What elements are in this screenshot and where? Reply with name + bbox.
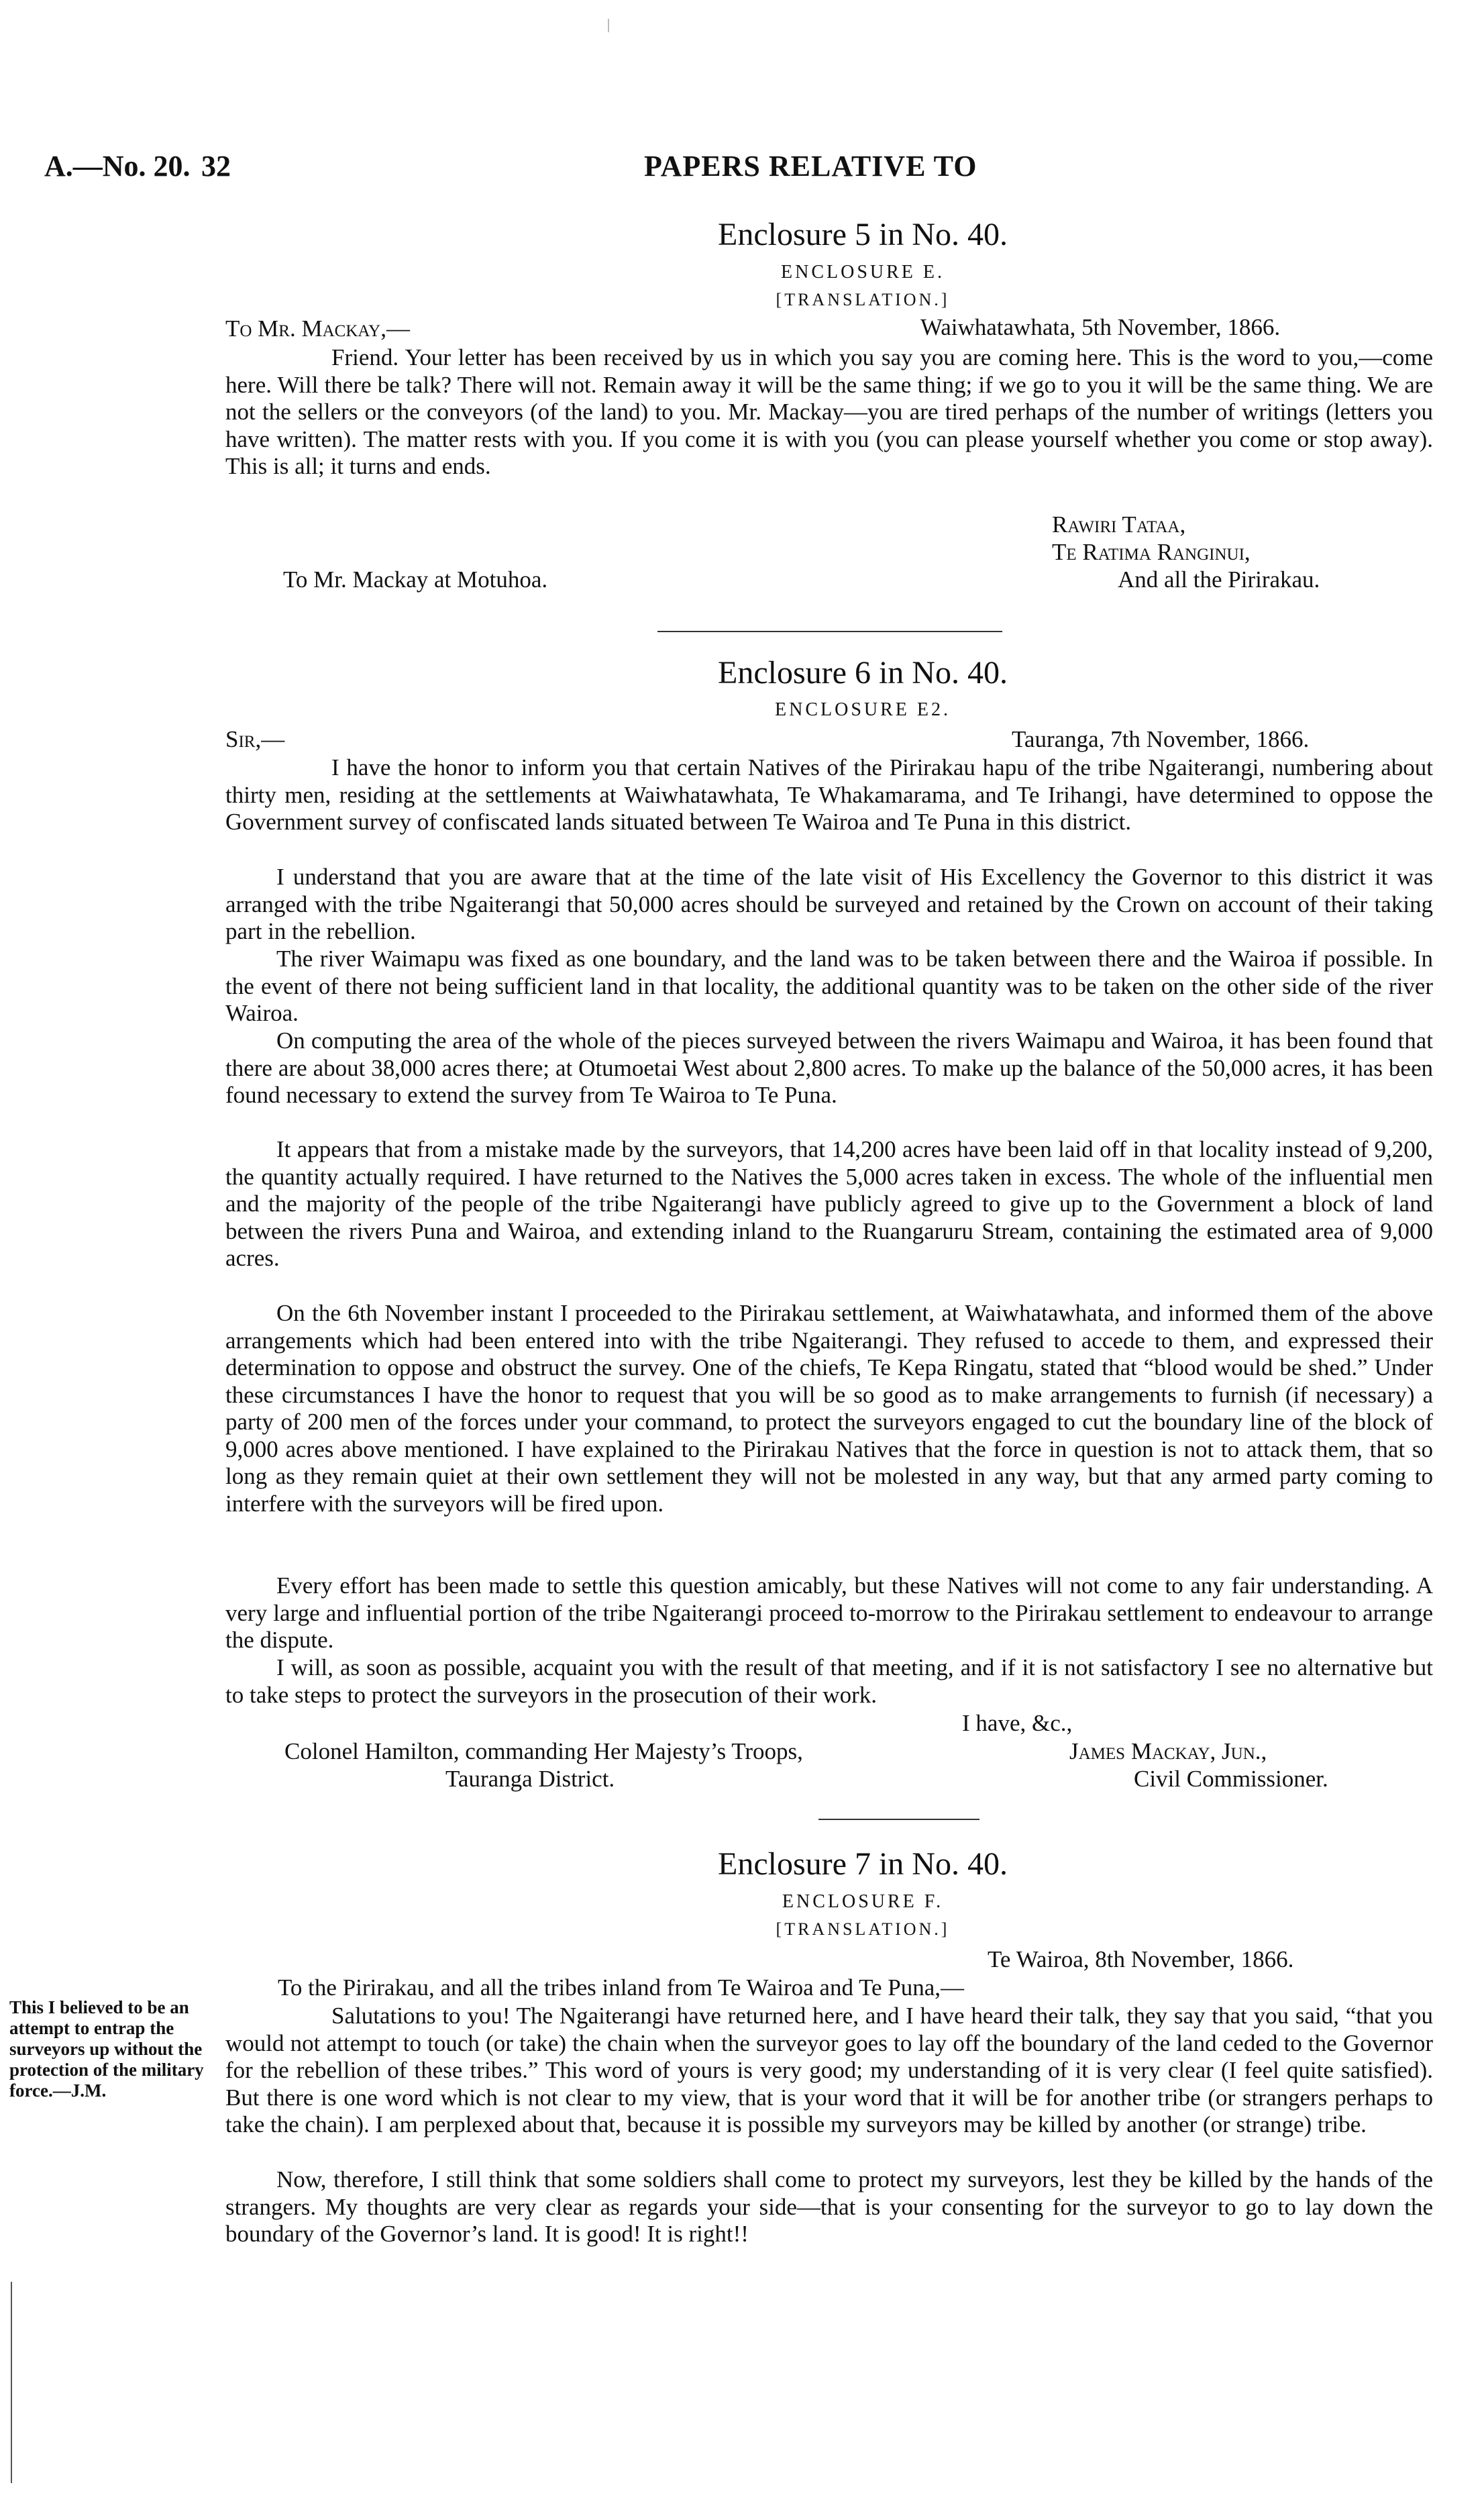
enc6-title: Enclosure 6 in No. 40. <box>718 655 1008 691</box>
enc6-place-date: Tauranga, 7th November, 1866. <box>1012 726 1310 752</box>
enc6-subtitle: ENCLOSURE E2. <box>775 699 951 720</box>
enc5-place-date: Waiwhatawhata, 5th November, 1866. <box>920 314 1281 340</box>
section-divider <box>657 631 1002 632</box>
enc6-paragraph-4: On computing the area of the whole of the pieces surveyed between the rivers Waimapu and Wairoa, it has been found that there are about 38,000 acres there; at Otumoetai West about 2,800 acres. To make up the balance of the 50,000 acres, it has been found necessary to extend the survey from Te Wairoa to Te Puna. <box>225 1027 1433 1108</box>
enc7-paragraph-1: Salutations to you! The Ngaiterangi have returned here, and I have heard their talk, they say that you said, “that you would not attempt to touch (or take) the chain when the surveyor goes to lay off the boundary of the land ceded to the Governor for the rebellion of these tribes.” This word of yours is very good; my understanding of it is very clear (I feel quite satisfied). But there is one word which is not clear to my view, that is your word that it will be for another tribe (or strangers perhaps to take the chain). I am perplexed about that, because it is possible my surveyors may be killed by another (or strange) tribe. <box>225 2003 1433 2137</box>
scan-edge-mark <box>608 19 609 32</box>
enc7-paragraph-2: Now, therefore, I still think that some soldiers shall come to protect my surveyors, lest they be killed by the hands of the strangers. My thoughts are very clear as regards your side—that is your consenting for the surveyor to go to lay down the boundary of the Governor’s land. It is good! It is right!! <box>225 2166 1433 2247</box>
enc7-place-date: Te Wairoa, 8th November, 1866. <box>988 1946 1294 1972</box>
running-title: PAPERS RELATIVE TO <box>644 150 977 183</box>
enc7-salutation: To the Pirirakau, and all the tribes inland from Te Wairoa and Te Puna,— <box>278 1974 965 2001</box>
enc6-recipient-line-1: Colonel Hamilton, commanding Her Majesty’s Troops, <box>284 1738 803 1764</box>
section-divider <box>818 1819 979 1820</box>
enc5-signatory-2: Te Ratima Ranginui, <box>1052 539 1251 565</box>
enc5-title: Enclosure 5 in No. 40. <box>718 217 1008 252</box>
enc5-signatory-3: And all the Pirirakau. <box>1118 566 1320 593</box>
enc6-paragraph-2: I understand that you are aware that at the time of the late visit of His Excellency the Governor to this district it was arranged with the tribe Ngaiterangi that 50,000 acres should be surveyed and retained by the Crown on account of their taking part in the rebellion. <box>225 864 1433 944</box>
enc5-body: Friend. Your letter has been received by us in which you say you are coming here. This is the word to you,—come here. Will there be talk? There will not. Remain away it will be the same thing; if we go to you it will be the same thing. We are not the sellers or the conveyors (of the land) to you. Mr. Mackay—you are tired perhaps of the number of writings (letters you have written). The matter rests with you. If you come it is with you (you can please yourself whether you come or stop away). This is all; it turns and ends. <box>225 344 1433 479</box>
enc6-closing: I have, &c., <box>962 1710 1073 1736</box>
enc7-subtitle: ENCLOSURE F. <box>782 1891 944 1912</box>
scan-edge-mark <box>11 2282 12 2483</box>
enc6-signer-name: James Mackay, Jun., <box>1069 1738 1267 1764</box>
margin-note: This I believed to be an attempt to entrap the surveyors up without the protection of the military force.—J.M. <box>9 1997 204 2101</box>
enc5-subtitle: ENCLOSURE E. <box>781 262 945 283</box>
enc6-paragraph-3: The river Waimapu was fixed as one boundary, and the land was to be taken between there and the Wairoa if possible. In the event of there not being sufficient land in that locality, the additional quantity was to be taken on the other side of the river Wairoa. <box>225 946 1433 1026</box>
enc6-recipient-line-2: Tauranga District. <box>445 1766 615 1792</box>
enc5-addressee: To Mr. Mackay at Motuhoa. <box>283 566 548 593</box>
enc5-translation: [TRANSLATION.] <box>776 290 950 309</box>
enc5-salutation: To Mr. Mackay,— <box>225 315 410 342</box>
enc7-translation: [TRANSLATION.] <box>776 1919 950 1939</box>
enc6-signer-title: Civil Commissioner. <box>1134 1766 1328 1792</box>
enc6-paragraph-8: I will, as soon as possible, acquaint you with the result of that meeting, and if it is not satisfactory I see no alternative but to take steps to protect the surveyors in the prosecution of their work. <box>225 1654 1433 1708</box>
enc6-paragraph-6: On the 6th November instant I proceeded to the Pirirakau settlement, at Waiwhatawhata, and informed them of the above arrangements which had been entered into with the tribe Ngaiterangi. They refused to accede to them, and expressed their determination to oppose and obstruct the survey. One of the chiefs, Te Kepa Ringatu, stated that “blood would be shed.” Under these circumstances I have the honor to request that you will be so good as to make arrangements to furnish (if necessary) a party of 200 men of the forces under your command, to protect the surveyors engaged to cut the boundary line of the block of 9,000 acres above mentioned. I have explained to the Pirirakau Natives that the force in question is not to attack them, that so long as they remain quiet at their own settlement they will not be molested in any way, but that any armed party coming to interfere with the surveyors will be fired upon. <box>225 1300 1433 1517</box>
enc6-paragraph-5: It appears that from a mistake made by the surveyors, that 14,200 acres have been laid off in that locality instead of 9,200, the quantity actually required. I have returned to the Natives the 5,000 acres taken in excess. The whole of the influential men and the majority of the people of the tribe Ngaiterangi have publicly agreed to give up to the Government a block of land between the rivers Puna and Wairoa, and extending inland to the Ruangaruru Stream, containing the estimated area of 9,000 acres. <box>225 1136 1433 1271</box>
enc7-title: Enclosure 7 in No. 40. <box>718 1846 1008 1882</box>
enc6-salutation: Sir,— <box>225 726 285 752</box>
enc6-paragraph-7: Every effort has been made to settle this question amicably, but these Natives will not come to any fair understanding. A very large and influential portion of the tribe Ngaiterangi proceed to-morrow to the Pirirakau settlement to endeavour to arrange the dispute. <box>225 1572 1433 1653</box>
enc5-signatory-1: Rawiri Tataa, <box>1052 511 1186 538</box>
page-number: 32 <box>201 150 231 183</box>
enc6-paragraph-1: I have the honor to inform you that certain Natives of the Pirirakau hapu of the tribe Ngaiterangi, numbering about thirty men, residing at the settlements at Waiwhatawhata, Te Whakamarama, and Te Irihangi, have determined to oppose the Government survey of confiscated lands situated between Te Wairoa and Te Puna in this district. <box>225 754 1433 835</box>
document-reference: A.—No. 20. <box>44 150 191 183</box>
